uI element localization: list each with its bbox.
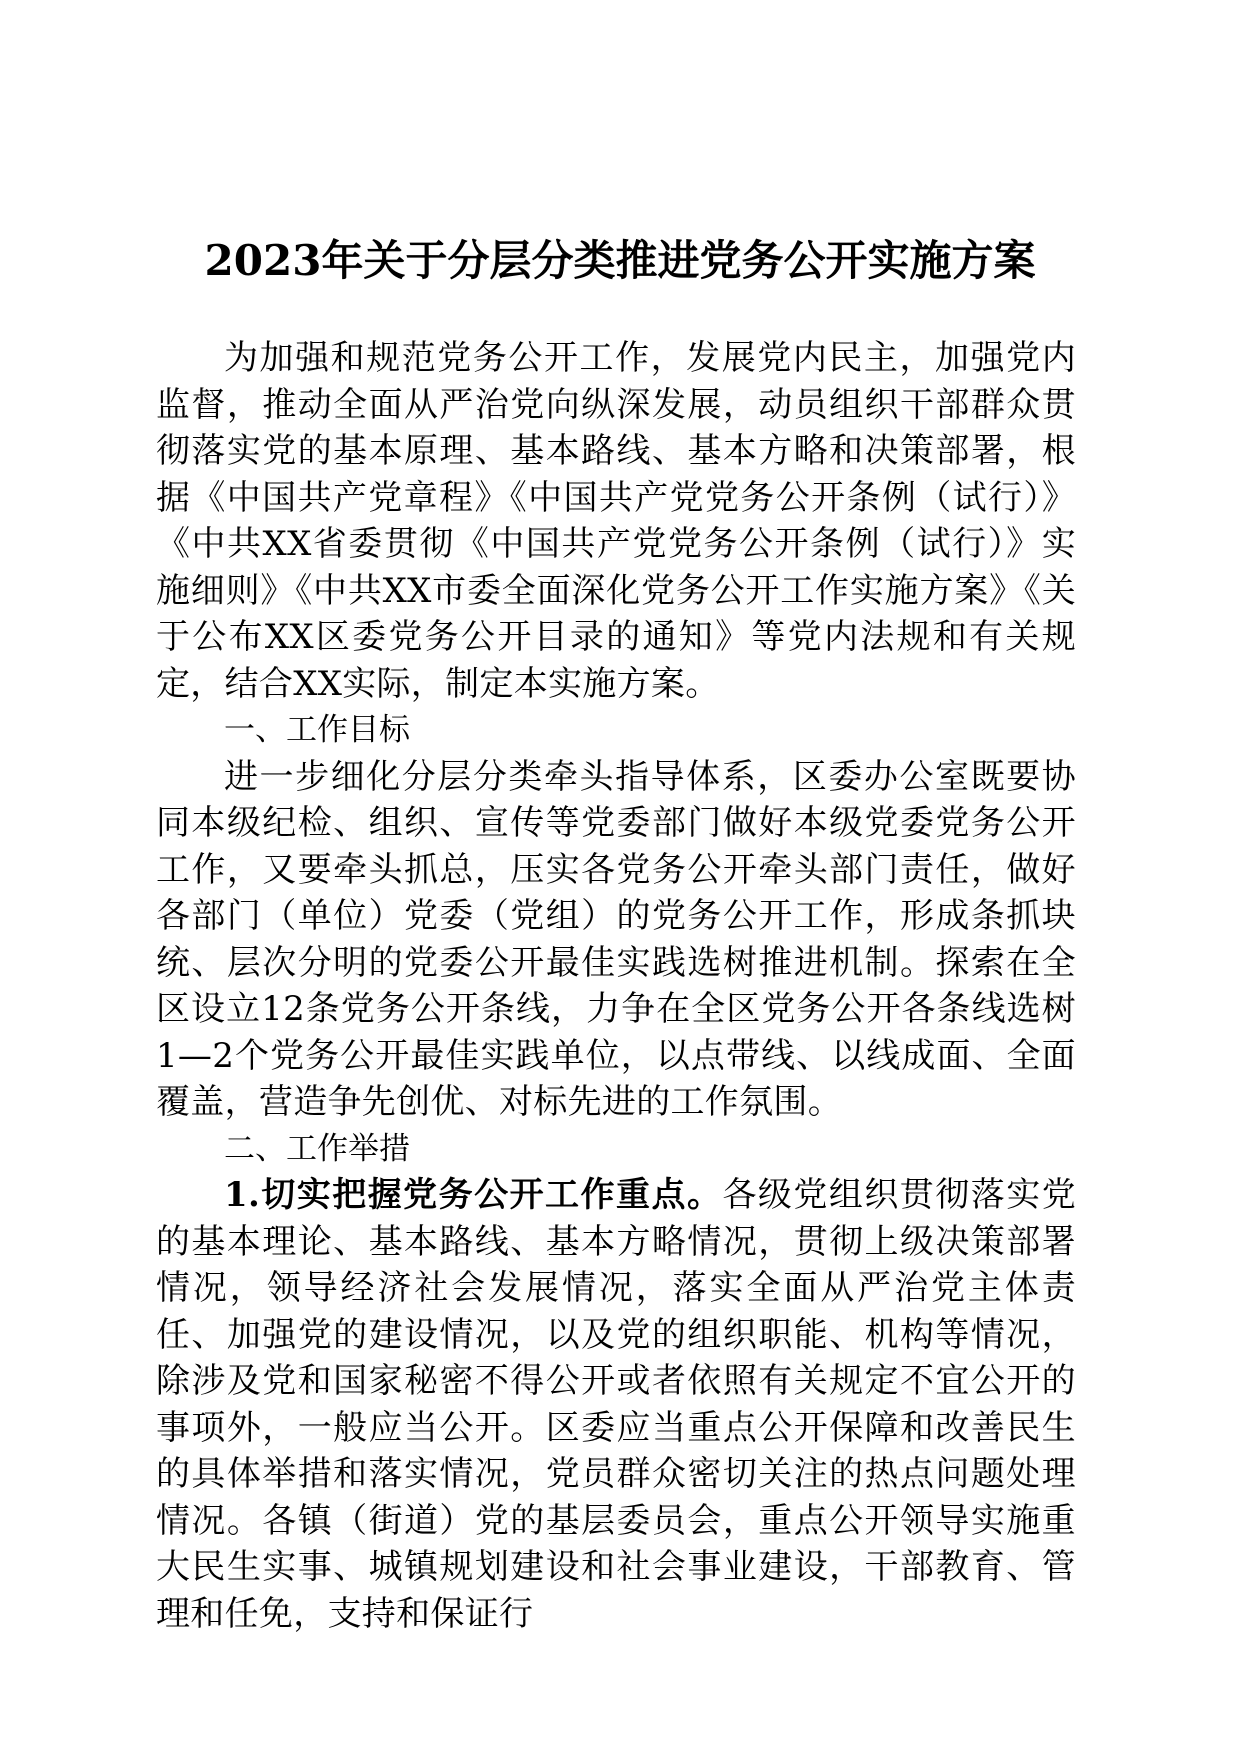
section-heading-measures: 二、工作举措	[224, 1130, 410, 1167]
measures-item-1-lead: 1.切实把握党务公开工作重点。	[224, 1175, 723, 1215]
measures-item-1	[156, 1172, 1076, 1637]
document-title: 2023年关于分层分类推进党务公开实施方案	[204, 236, 1036, 285]
measures-item-1-text: 各级党组织贯彻落实党的基本理论、基本路线、基本方略情况，贯彻上级决策部署情况，领导经济社会发展情况，落实全面从严治党主体责任、加强党的建设情况，以及党的组织职能、机构等情况，除涉及党和国家秘密不得公开或者依照有关规定不宜公开的事项外，一般应当公开。区委应当重点公开保障和改善民生的具体举措和落实情况，党员群众密切关注的热点问题处理情况。各镇（街道）党的基层委员会，重点公开领导实施重大民生实事、城镇规划建设和社会事业建设，干部教育、管理和任免，支持和保证行	[156, 1175, 1077, 1634]
section-heading-goals: 一、工作目标	[224, 712, 410, 748]
document-body	[156, 335, 1076, 1637]
intro-paragraph: 为加强和规范党务公开工作，发展党内民主，加强党内监督，推动全面从严治党向纵深发展，动员组织干部群众贯彻落实党的基本原理、基本路线、基本方略和决策部署，根据《中国共产党章程》《中国共产党党务公开条例（试行）》《中共XX省委贯彻《中国共产党党务公开条例（试行）》实施细则》《中共XX市委全面深化党务公开工作实施方案》《关于公布XX区委党务公开目录的通知》等党内法规和有关规定，结合XX实际，制定本实施方案。	[156, 338, 1076, 704]
goals-paragraph: 进一步细化分层分类牵头指导体系，区委办公室既要协同本级纪检、组织、宣传等党委部门做好本级党委党务公开工作，又要牵头抓总，压实各党务公开牵头部门责任，做好各部门（单位）党委（党组）的党务公开工作，形成条抓块统、层次分明的党委公开最佳实践选树推进机制。探索在全区设立12条党务公开条线，力争在全区党务公开各条线选树1—2个党务公开最佳实践单位，以点带线、以线成面、全面覆盖，营造争先创优、对标先进的工作氛围。	[156, 756, 1076, 1122]
